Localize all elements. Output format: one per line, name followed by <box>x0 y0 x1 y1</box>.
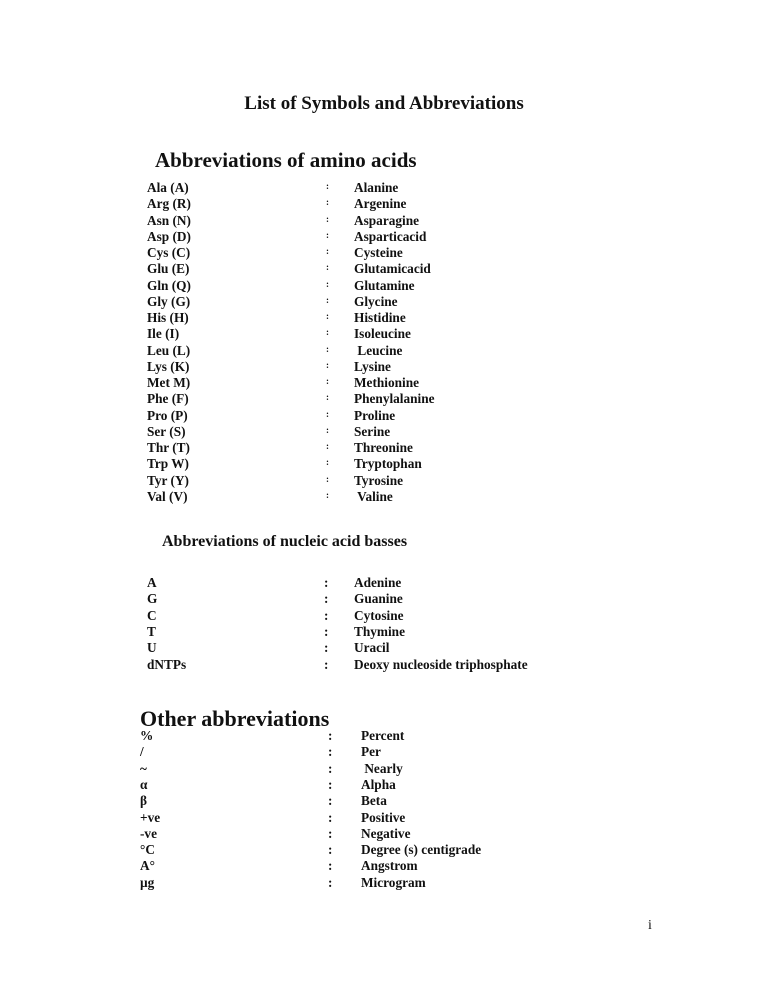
definition: Argenine <box>354 196 407 212</box>
list-item <box>0 793 768 809</box>
definition: Cytosine <box>354 607 404 623</box>
abbreviation: Gly (G) <box>147 293 191 309</box>
separator: : <box>324 591 329 607</box>
separator: : <box>326 489 329 500</box>
definition: Degree (s) centigrade <box>361 842 482 858</box>
abbreviation: α <box>140 776 148 792</box>
abbreviation: β <box>140 793 148 809</box>
definition: Phenylalanine <box>354 391 435 407</box>
definition: Leucine <box>354 342 403 358</box>
list-item <box>0 842 768 858</box>
separator: : <box>326 229 329 240</box>
list-item <box>0 359 768 375</box>
definition: Threonine <box>354 440 413 455</box>
definition: Uracil <box>354 640 390 656</box>
nucleic-bases-heading: Abbreviations of nucleic acid basses <box>162 533 408 550</box>
abbreviation: Ser (S) <box>147 423 186 439</box>
list-item <box>0 657 768 673</box>
separator: : <box>328 793 333 809</box>
abbreviation: Gln (Q) <box>147 277 191 293</box>
list-item <box>0 489 768 505</box>
list-item <box>0 294 768 310</box>
list-item <box>0 326 768 342</box>
separator: : <box>326 408 329 419</box>
list-item <box>0 261 768 277</box>
abbreviation: U <box>147 640 157 656</box>
abbreviation: / <box>140 744 144 760</box>
abbreviation: Ala (A) <box>147 180 189 195</box>
abbreviation: Asp (D) <box>147 228 191 244</box>
definition: Per <box>361 744 381 760</box>
separator: : <box>326 197 329 208</box>
abbreviation: Asn (N) <box>147 212 191 228</box>
separator: : <box>326 343 329 354</box>
list-item <box>0 875 768 891</box>
separator: : <box>328 874 333 890</box>
abbreviation: C <box>147 607 157 623</box>
abbreviation: Pro (P) <box>147 407 188 423</box>
separator: : <box>324 623 329 639</box>
list-item <box>0 810 768 826</box>
definition: Adenine <box>354 575 402 590</box>
separator: : <box>328 825 333 841</box>
definition: Percent <box>361 728 405 743</box>
definition: Tryptophan <box>354 456 422 472</box>
amino-acids-heading: Abbreviations of amino acids <box>155 148 417 172</box>
separator: : <box>326 262 329 273</box>
abbreviation: Glu (E) <box>147 261 190 277</box>
definition: Valine <box>354 488 393 504</box>
separator: : <box>326 327 329 338</box>
list-item <box>0 229 768 245</box>
list-item <box>0 591 768 607</box>
abbreviation: dNTPs <box>147 656 187 672</box>
separator: : <box>326 376 329 386</box>
list-item <box>0 826 768 842</box>
list-item <box>0 213 768 229</box>
list-item <box>0 640 768 656</box>
abbreviation: Val (V) <box>147 488 188 504</box>
page-title: List of Symbols and Abbreviations <box>244 93 524 114</box>
definition: Isoleucine <box>354 326 411 342</box>
separator: : <box>326 473 329 484</box>
definition: Glutamicacid <box>354 261 431 277</box>
list-item <box>0 408 768 424</box>
separator: : <box>328 760 333 776</box>
list-item <box>0 858 768 874</box>
definition: Proline <box>354 407 396 423</box>
separator: : <box>326 294 329 305</box>
abbreviation: Leu (L) <box>147 342 191 358</box>
separator: : <box>326 181 329 191</box>
abbreviation: Phe (F) <box>147 391 189 407</box>
list-item <box>0 608 768 624</box>
definition: Histidine <box>354 310 406 325</box>
list-item <box>0 375 768 391</box>
abbreviation: A° <box>140 858 155 874</box>
list-item <box>0 575 768 591</box>
abbreviation: °C <box>140 842 155 858</box>
separator: : <box>328 728 333 743</box>
abbreviation: T <box>147 623 156 639</box>
definition: Deoxy nucleoside triphosphate <box>354 656 528 672</box>
separator: : <box>326 246 329 256</box>
abbreviation: -ve <box>140 825 157 841</box>
list-item <box>0 343 768 359</box>
separator: : <box>326 441 329 451</box>
list-item <box>0 728 768 744</box>
other-abbreviations-heading: Other abbreviations <box>140 706 330 731</box>
list-item <box>0 761 768 777</box>
abbreviation: G <box>147 591 158 607</box>
definition: Cysteine <box>354 245 403 260</box>
separator: : <box>326 392 329 403</box>
definition: Beta <box>361 793 387 809</box>
abbreviation: A <box>147 575 157 590</box>
definition: Glutamine <box>354 277 415 293</box>
abbreviation: Met M) <box>147 375 191 390</box>
separator: : <box>326 359 329 370</box>
list-item <box>0 473 768 489</box>
definition: Positive <box>361 809 406 825</box>
abbreviation: Lys (K) <box>147 358 190 374</box>
abbreviation: Arg (R) <box>147 196 191 212</box>
abbreviation: His (H) <box>147 310 189 325</box>
separator: : <box>326 457 329 468</box>
definition: Methionine <box>354 375 420 390</box>
list-item <box>0 245 768 261</box>
list-item <box>0 180 768 196</box>
definition: Lysine <box>354 358 391 374</box>
definition: Thymine <box>354 623 405 639</box>
definition: Tyrosine <box>354 472 404 488</box>
separator: : <box>326 311 329 321</box>
list-item <box>0 456 768 472</box>
definition: Negative <box>361 825 411 841</box>
page-number: i <box>648 918 652 933</box>
list-item <box>0 196 768 212</box>
list-item <box>0 310 768 326</box>
list-item <box>0 278 768 294</box>
list-item <box>0 624 768 640</box>
separator: : <box>326 278 329 289</box>
list-item <box>0 744 768 760</box>
definition: Guanine <box>354 591 403 607</box>
abbreviation: ~ <box>140 760 147 776</box>
separator: : <box>328 842 333 858</box>
definition: Asparagine <box>354 212 420 228</box>
definition: Glycine <box>354 293 398 309</box>
separator: : <box>324 640 329 656</box>
definition: Asparticacid <box>354 228 427 244</box>
abbreviation: Ile (I) <box>147 326 180 342</box>
list-item <box>0 424 768 440</box>
separator: : <box>326 424 329 435</box>
abbreviation: +ve <box>140 809 161 825</box>
separator: : <box>326 213 329 224</box>
separator: : <box>324 607 329 623</box>
list-item <box>0 440 768 456</box>
definition: Alpha <box>361 776 396 792</box>
definition: Microgram <box>361 874 426 890</box>
abbreviation: % <box>140 728 154 743</box>
abbreviation: Cys (C) <box>147 245 191 260</box>
abbreviation: Trp W) <box>147 456 189 472</box>
list-item <box>0 391 768 407</box>
separator: : <box>328 776 333 792</box>
separator: : <box>328 858 333 874</box>
separator: : <box>328 744 333 760</box>
definition: Angstrom <box>361 858 418 874</box>
list-item <box>0 777 768 793</box>
separator: : <box>328 809 333 825</box>
abbreviation: Tyr (Y) <box>147 472 189 488</box>
definition: Alanine <box>354 180 399 195</box>
separator: : <box>324 656 329 672</box>
abbreviation: µg <box>140 874 155 890</box>
definition: Serine <box>354 423 391 439</box>
definition: Nearly <box>361 760 403 776</box>
separator: : <box>324 575 329 590</box>
abbreviation: Thr (T) <box>147 440 190 455</box>
